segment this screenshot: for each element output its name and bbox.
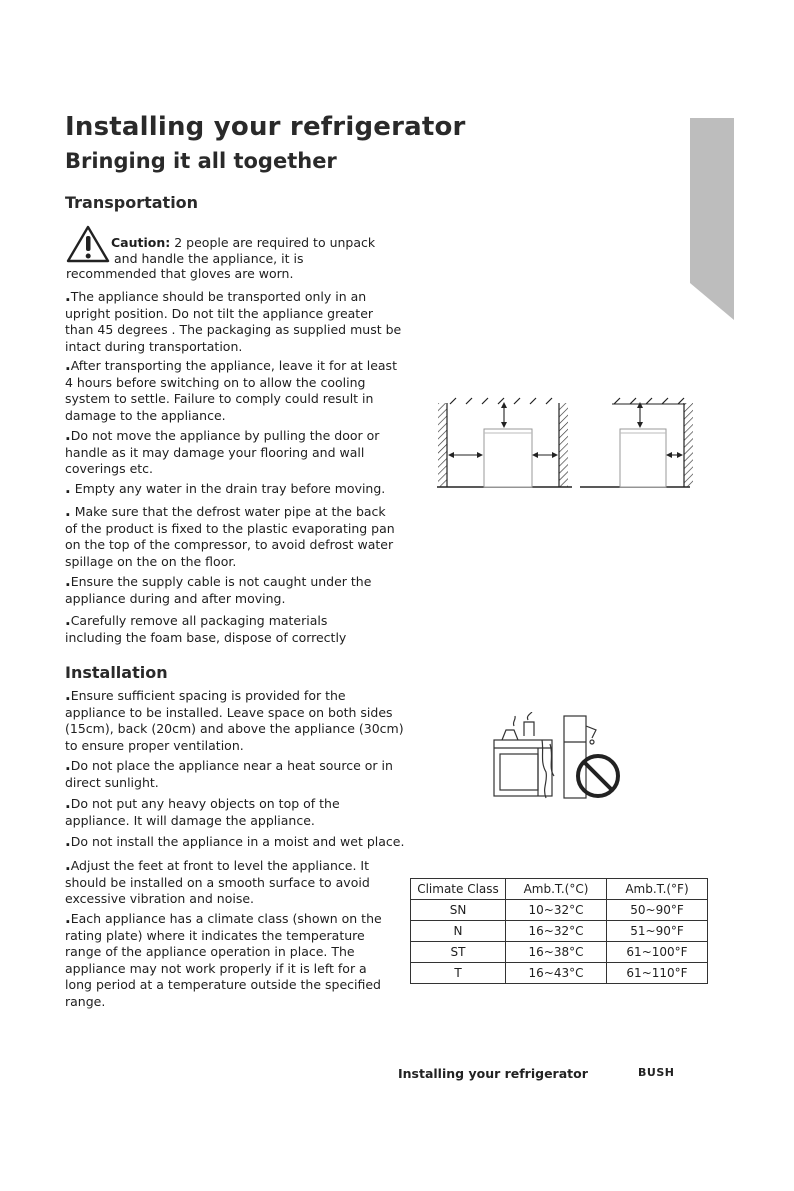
table-cell: 16~38°C <box>506 942 607 963</box>
install-bullet: .Do not place the appliance near a heat source or in direct sunlight. <box>65 756 393 790</box>
installation-heading: Installation <box>65 663 168 682</box>
install-bullet: .Do not install the appliance in a moist and wet place. <box>65 832 405 850</box>
table-row <box>411 900 708 921</box>
table-cell: ST <box>411 942 506 963</box>
table-header: Amb.T.(°C) <box>506 879 607 900</box>
table-row <box>411 942 708 963</box>
transportation-heading: Transportation <box>65 193 199 212</box>
table-cell: N <box>411 921 506 942</box>
table-cell: 61~100°F <box>607 942 708 963</box>
table-cell: T <box>411 963 506 984</box>
table-cell: 16~43°C <box>506 963 607 984</box>
table-header: Amb.T.(°F) <box>607 879 708 900</box>
warning-triangle-icon <box>66 225 110 263</box>
table-cell: 50~90°F <box>607 900 708 921</box>
section-tab-marker <box>690 118 734 320</box>
page-subtitle: Bringing it all together <box>65 149 337 173</box>
ventilation-spacing-diagram <box>432 395 694 495</box>
transport-bullet: .After transporting the appliance, leave it for at least 4 hours before switching on to allow the cooling system to settle. Failure to comply could result in damage to the appliance. <box>65 356 397 423</box>
install-bullet: .Each appliance has a climate class (shown on the rating plate) where it indicates the temperature range of the appliance operation in place. The appliance may not work properly if it is left for a long period at a temperature outside the specified range. <box>65 909 382 1009</box>
table-header: Climate Class <box>411 879 506 900</box>
transport-bullet: .Ensure the supply cable is not caught under the appliance during and after moving. <box>65 572 372 606</box>
table-cell: 61~110°F <box>607 963 708 984</box>
caution-line-1 <box>111 235 401 252</box>
install-bullet: .Do not put any heavy objects on top of the appliance. It will damage the appliance. <box>65 794 340 828</box>
brand-logo: BUSH <box>638 1066 675 1079</box>
table-header-row <box>411 879 708 900</box>
transport-bullet: . Empty any water in the drain tray before moving. <box>65 479 386 497</box>
page-title: Installing your refrigerator <box>65 112 466 142</box>
caution-line-2: and handle the appliance, it is <box>114 251 304 266</box>
table-row <box>411 921 708 942</box>
transport-bullet: .Carefully remove all packaging materials including the foam base, dispose of correctly <box>65 611 347 645</box>
table-cell: 10~32°C <box>506 900 607 921</box>
transport-bullet: . Make sure that the defrost water pipe at the back of the product is fixed to the plastic evaporating pan on the top of the compressor, to avoid defrost water spillage on the on the floor. <box>65 502 395 569</box>
footer-title: Installing your refrigerator <box>398 1066 588 1081</box>
install-bullet: .Ensure sufficient spacing is provided for the appliance to be installed. Leave space on both sides (15cm), back (20cm) and above the appliance (30cm) to ensure proper ventilation. <box>65 686 404 753</box>
table-cell: SN <box>411 900 506 921</box>
transport-bullet: .The appliance should be transported only in an upright position. Do not tilt the appliance greater than 45 degrees . The packaging as supplied must be intact during transportation. <box>65 287 402 354</box>
table-cell: 16~32°C <box>506 921 607 942</box>
caution-text-1: 2 people are required to unpack <box>170 235 376 250</box>
table-cell: 51~90°F <box>607 921 708 942</box>
climate-class-table <box>410 878 708 984</box>
table-row <box>411 963 708 984</box>
caution-label: Caution: <box>111 235 171 250</box>
transport-bullet: .Do not move the appliance by pulling the door or handle as it may damage your flooring and wall coverings etc. <box>65 426 380 476</box>
caution-line-3: recommended that gloves are worn. <box>66 266 294 281</box>
heat-source-illustration <box>488 712 624 804</box>
install-bullet: .Adjust the feet at front to level the appliance. It should be installed on a smooth surface to avoid excessive vibration and noise. <box>65 856 370 906</box>
